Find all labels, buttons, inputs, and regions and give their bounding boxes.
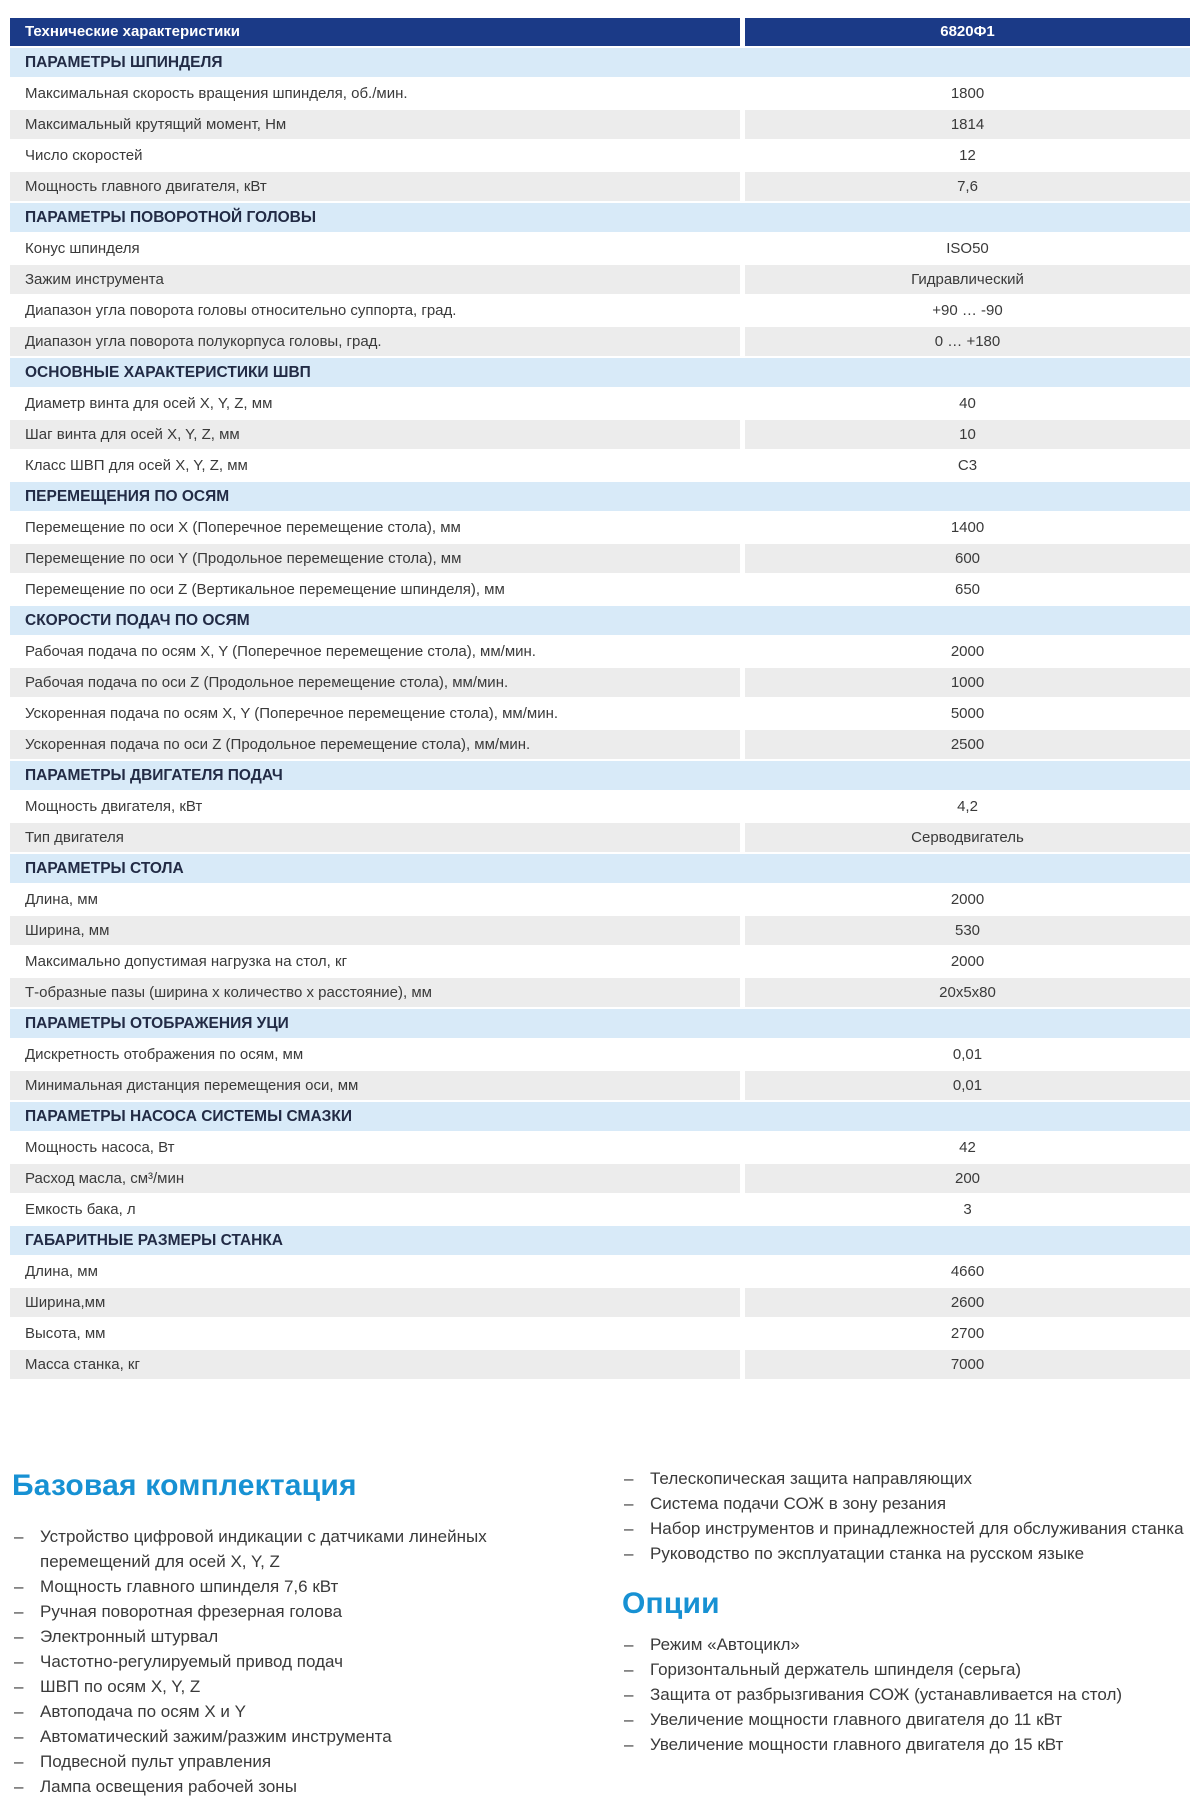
list-item: – Устройство цифровой индикации с датчиками линейных перемещений для осей X, Y, Z bbox=[12, 1524, 560, 1574]
spec-label: Максимально допустимая нагрузка на стол, кг bbox=[10, 947, 740, 976]
spec-row bbox=[10, 1195, 1190, 1224]
section-header-row bbox=[10, 482, 1190, 511]
spec-label: Рабочая подача по оси Z (Продольное перемещение стола), мм/мин. bbox=[10, 668, 740, 697]
section-header-row bbox=[10, 358, 1190, 387]
spec-row bbox=[10, 420, 1190, 449]
spec-row bbox=[10, 1288, 1190, 1317]
spec-row bbox=[10, 947, 1190, 976]
spec-row bbox=[10, 885, 1190, 914]
spec-row bbox=[10, 637, 1190, 666]
list-item: – Горизонтальный держатель шпинделя (серьга) bbox=[622, 1657, 1188, 1682]
spec-row bbox=[10, 265, 1190, 294]
spec-value: 4660 bbox=[745, 1257, 1190, 1286]
spec-label: Ширина, мм bbox=[10, 916, 740, 945]
spec-label: Тип двигателя bbox=[10, 823, 740, 852]
spec-row bbox=[10, 79, 1190, 108]
spec-value: 530 bbox=[745, 916, 1190, 945]
spec-label: Максимальная скорость вращения шпинделя, об./мин. bbox=[10, 79, 740, 108]
spec-label: Зажим инструмента bbox=[10, 265, 740, 294]
spec-label: Конус шпинделя bbox=[10, 234, 740, 263]
base-package-list-right bbox=[622, 1466, 1188, 1566]
spec-label: Длина, мм bbox=[10, 885, 740, 914]
spec-value: 1400 bbox=[745, 513, 1190, 542]
spec-label: Перемещение по оси X (Поперечное перемещение стола), мм bbox=[10, 513, 740, 542]
options-heading: Опции bbox=[622, 1587, 720, 1620]
spec-table bbox=[10, 18, 1190, 1381]
list-item: – Руководство по эксплуатации станка на русском языке bbox=[622, 1541, 1188, 1566]
spec-value: ISO50 bbox=[745, 234, 1190, 263]
spec-value: 0,01 bbox=[745, 1071, 1190, 1100]
list-item: – Электронный штурвал bbox=[12, 1624, 560, 1649]
spec-row bbox=[10, 668, 1190, 697]
options-list bbox=[622, 1632, 1188, 1757]
section-title: ПЕРЕМЕЩЕНИЯ ПО ОСЯМ bbox=[10, 482, 1190, 511]
spec-row bbox=[10, 389, 1190, 418]
spec-value: +90 … -90 bbox=[745, 296, 1190, 325]
spec-label: Перемещение по оси Y (Продольное перемещение стола), мм bbox=[10, 544, 740, 573]
spec-label: Масса станка, кг bbox=[10, 1350, 740, 1379]
spec-label: Диапазон угла поворота головы относительно суппорта, град. bbox=[10, 296, 740, 325]
spec-value: 7000 bbox=[745, 1350, 1190, 1379]
spec-row bbox=[10, 513, 1190, 542]
list-item: – Увеличение мощности главного двигателя до 11 кВт bbox=[622, 1707, 1188, 1732]
spec-value: 0,01 bbox=[745, 1040, 1190, 1069]
list-item: – Система подачи СОЖ в зону резания bbox=[622, 1491, 1188, 1516]
spec-row bbox=[10, 1071, 1190, 1100]
spec-value: 2600 bbox=[745, 1288, 1190, 1317]
spec-value: 600 bbox=[745, 544, 1190, 573]
spec-value: 4,2 bbox=[745, 792, 1190, 821]
spec-label: Мощность главного двигателя, кВт bbox=[10, 172, 740, 201]
list-item: – Подвесной пульт управления bbox=[12, 1749, 560, 1774]
section-title: ПАРАМЕТРЫ ОТОБРАЖЕНИЯ УЦИ bbox=[10, 1009, 1190, 1038]
list-item: – Автоподача по осям X и Y bbox=[12, 1699, 560, 1724]
spec-label: Мощность насоса, Вт bbox=[10, 1133, 740, 1162]
spec-value: 7,6 bbox=[745, 172, 1190, 201]
section-header-row bbox=[10, 761, 1190, 790]
table-header-model: 6820Ф1 bbox=[745, 18, 1190, 46]
spec-label: Длина, мм bbox=[10, 1257, 740, 1286]
spec-value: 2000 bbox=[745, 637, 1190, 666]
base-package-heading: Базовая комплектация bbox=[12, 1469, 357, 1502]
section-header-row bbox=[10, 854, 1190, 883]
spec-label: Диаметр винта для осей X, Y, Z, мм bbox=[10, 389, 740, 418]
spec-value: C3 bbox=[745, 451, 1190, 480]
spec-label: Ускоренная подача по оси Z (Продольное перемещение стола), мм/мин. bbox=[10, 730, 740, 759]
section-title: ПАРАМЕТРЫ СТОЛА bbox=[10, 854, 1190, 883]
spec-row bbox=[10, 978, 1190, 1007]
spec-row bbox=[10, 575, 1190, 604]
spec-row bbox=[10, 1319, 1190, 1348]
spec-value: 5000 bbox=[745, 699, 1190, 728]
spec-label: Минимальная дистанция перемещения оси, мм bbox=[10, 1071, 740, 1100]
spec-label: Т-образные пазы (ширина х количество х расстояние), мм bbox=[10, 978, 740, 1007]
table-body bbox=[10, 48, 1190, 1379]
spec-value: 0 … +180 bbox=[745, 327, 1190, 356]
spec-value: 1814 bbox=[745, 110, 1190, 139]
spec-row bbox=[10, 1350, 1190, 1379]
list-item: – Мощность главного шпинделя 7,6 кВт bbox=[12, 1574, 560, 1599]
spec-label: Ускоренная подача по осям X, Y (Поперечное перемещение стола), мм/мин. bbox=[10, 699, 740, 728]
spec-label: Высота, мм bbox=[10, 1319, 740, 1348]
spec-row bbox=[10, 1040, 1190, 1069]
list-item: – Защита от разбрызгивания СОЖ (устанавливается на стол) bbox=[622, 1682, 1188, 1707]
spec-value: 20х5х80 bbox=[745, 978, 1190, 1007]
list-item: – Увеличение мощности главного двигателя до 15 кВт bbox=[622, 1732, 1188, 1757]
spec-value: Серводвигатель bbox=[745, 823, 1190, 852]
spec-value: 650 bbox=[745, 575, 1190, 604]
list-item: – Набор инструментов и принадлежностей для обслуживания станка bbox=[622, 1516, 1188, 1541]
spec-value: 1800 bbox=[745, 79, 1190, 108]
list-item: – Лампа освещения рабочей зоны bbox=[12, 1774, 560, 1799]
section-title: СКОРОСТИ ПОДАЧ ПО ОСЯМ bbox=[10, 606, 1190, 635]
spec-value: 2700 bbox=[745, 1319, 1190, 1348]
spec-row bbox=[10, 1133, 1190, 1162]
section-header-row bbox=[10, 1102, 1190, 1131]
list-item: – ШВП по осям X, Y, Z bbox=[12, 1674, 560, 1699]
spec-value: 2500 bbox=[745, 730, 1190, 759]
spec-value: 3 bbox=[745, 1195, 1190, 1224]
spec-value: 40 bbox=[745, 389, 1190, 418]
spec-row bbox=[10, 141, 1190, 170]
spec-row bbox=[10, 172, 1190, 201]
spec-value: 2000 bbox=[745, 885, 1190, 914]
section-title: ОСНОВНЫЕ ХАРАКТЕРИСТИКИ ШВП bbox=[10, 358, 1190, 387]
spec-label: Рабочая подача по осям X, Y (Поперечное перемещение стола), мм/мин. bbox=[10, 637, 740, 666]
spec-value: 10 bbox=[745, 420, 1190, 449]
list-item: – Режим «Автоцикл» bbox=[622, 1632, 1188, 1657]
spec-label: Класс ШВП для осей X, Y, Z, мм bbox=[10, 451, 740, 480]
spec-label: Диапазон угла поворота полукорпуса головы, град. bbox=[10, 327, 740, 356]
spec-label: Число скоростей bbox=[10, 141, 740, 170]
base-package-column bbox=[12, 1468, 560, 1799]
spec-label: Расход масла, см³/мин bbox=[10, 1164, 740, 1193]
section-header-row bbox=[10, 48, 1190, 77]
spec-value: 1000 bbox=[745, 668, 1190, 697]
spec-row bbox=[10, 451, 1190, 480]
section-title: ГАБАРИТНЫЕ РАЗМЕРЫ СТАНКА bbox=[10, 1226, 1190, 1255]
table-header-row bbox=[10, 18, 1190, 46]
spec-value: 12 bbox=[745, 141, 1190, 170]
section-header-row bbox=[10, 203, 1190, 232]
list-item: – Ручная поворотная фрезерная голова bbox=[12, 1599, 560, 1624]
section-title: ПАРАМЕТРЫ ПОВОРОТНОЙ ГОЛОВЫ bbox=[10, 203, 1190, 232]
section-title: ПАРАМЕТРЫ ШПИНДЕЛЯ bbox=[10, 48, 1190, 77]
spec-row bbox=[10, 110, 1190, 139]
section-header-row bbox=[10, 606, 1190, 635]
spec-row bbox=[10, 296, 1190, 325]
spec-row bbox=[10, 1164, 1190, 1193]
spec-row bbox=[10, 234, 1190, 263]
list-item: – Телескопическая защита направляющих bbox=[622, 1466, 1188, 1491]
table-header-title: Технические характеристики bbox=[10, 18, 740, 46]
spec-label: Максимальный крутящий момент, Нм bbox=[10, 110, 740, 139]
spec-row bbox=[10, 730, 1190, 759]
spec-row bbox=[10, 327, 1190, 356]
spec-label: Мощность двигателя, кВт bbox=[10, 792, 740, 821]
spec-row bbox=[10, 1257, 1190, 1286]
list-item: – Автоматический зажим/разжим инструмента bbox=[12, 1724, 560, 1749]
base-package-list-left bbox=[12, 1524, 560, 1799]
section-title: ПАРАМЕТРЫ ДВИГАТЕЛЯ ПОДАЧ bbox=[10, 761, 1190, 790]
spec-label: Емкость бака, л bbox=[10, 1195, 740, 1224]
spec-label: Дискретность отображения по осям, мм bbox=[10, 1040, 740, 1069]
spec-label: Ширина,мм bbox=[10, 1288, 740, 1317]
spec-row bbox=[10, 792, 1190, 821]
section-header-row bbox=[10, 1226, 1190, 1255]
list-item: – Частотно-регулируемый привод подач bbox=[12, 1649, 560, 1674]
options-column bbox=[622, 1466, 1188, 1757]
spec-label: Шаг винта для осей X, Y, Z, мм bbox=[10, 420, 740, 449]
spec-value: 2000 bbox=[745, 947, 1190, 976]
spec-value: 200 bbox=[745, 1164, 1190, 1193]
spec-row bbox=[10, 916, 1190, 945]
spec-row bbox=[10, 823, 1190, 852]
section-header-row bbox=[10, 1009, 1190, 1038]
spec-value: 42 bbox=[745, 1133, 1190, 1162]
section-title: ПАРАМЕТРЫ НАСОСА СИСТЕМЫ СМАЗКИ bbox=[10, 1102, 1190, 1131]
spec-row bbox=[10, 699, 1190, 728]
spec-row bbox=[10, 544, 1190, 573]
spec-label: Перемещение по оси Z (Вертикальное перемещение шпинделя), мм bbox=[10, 575, 740, 604]
spec-value: Гидравлический bbox=[745, 265, 1190, 294]
